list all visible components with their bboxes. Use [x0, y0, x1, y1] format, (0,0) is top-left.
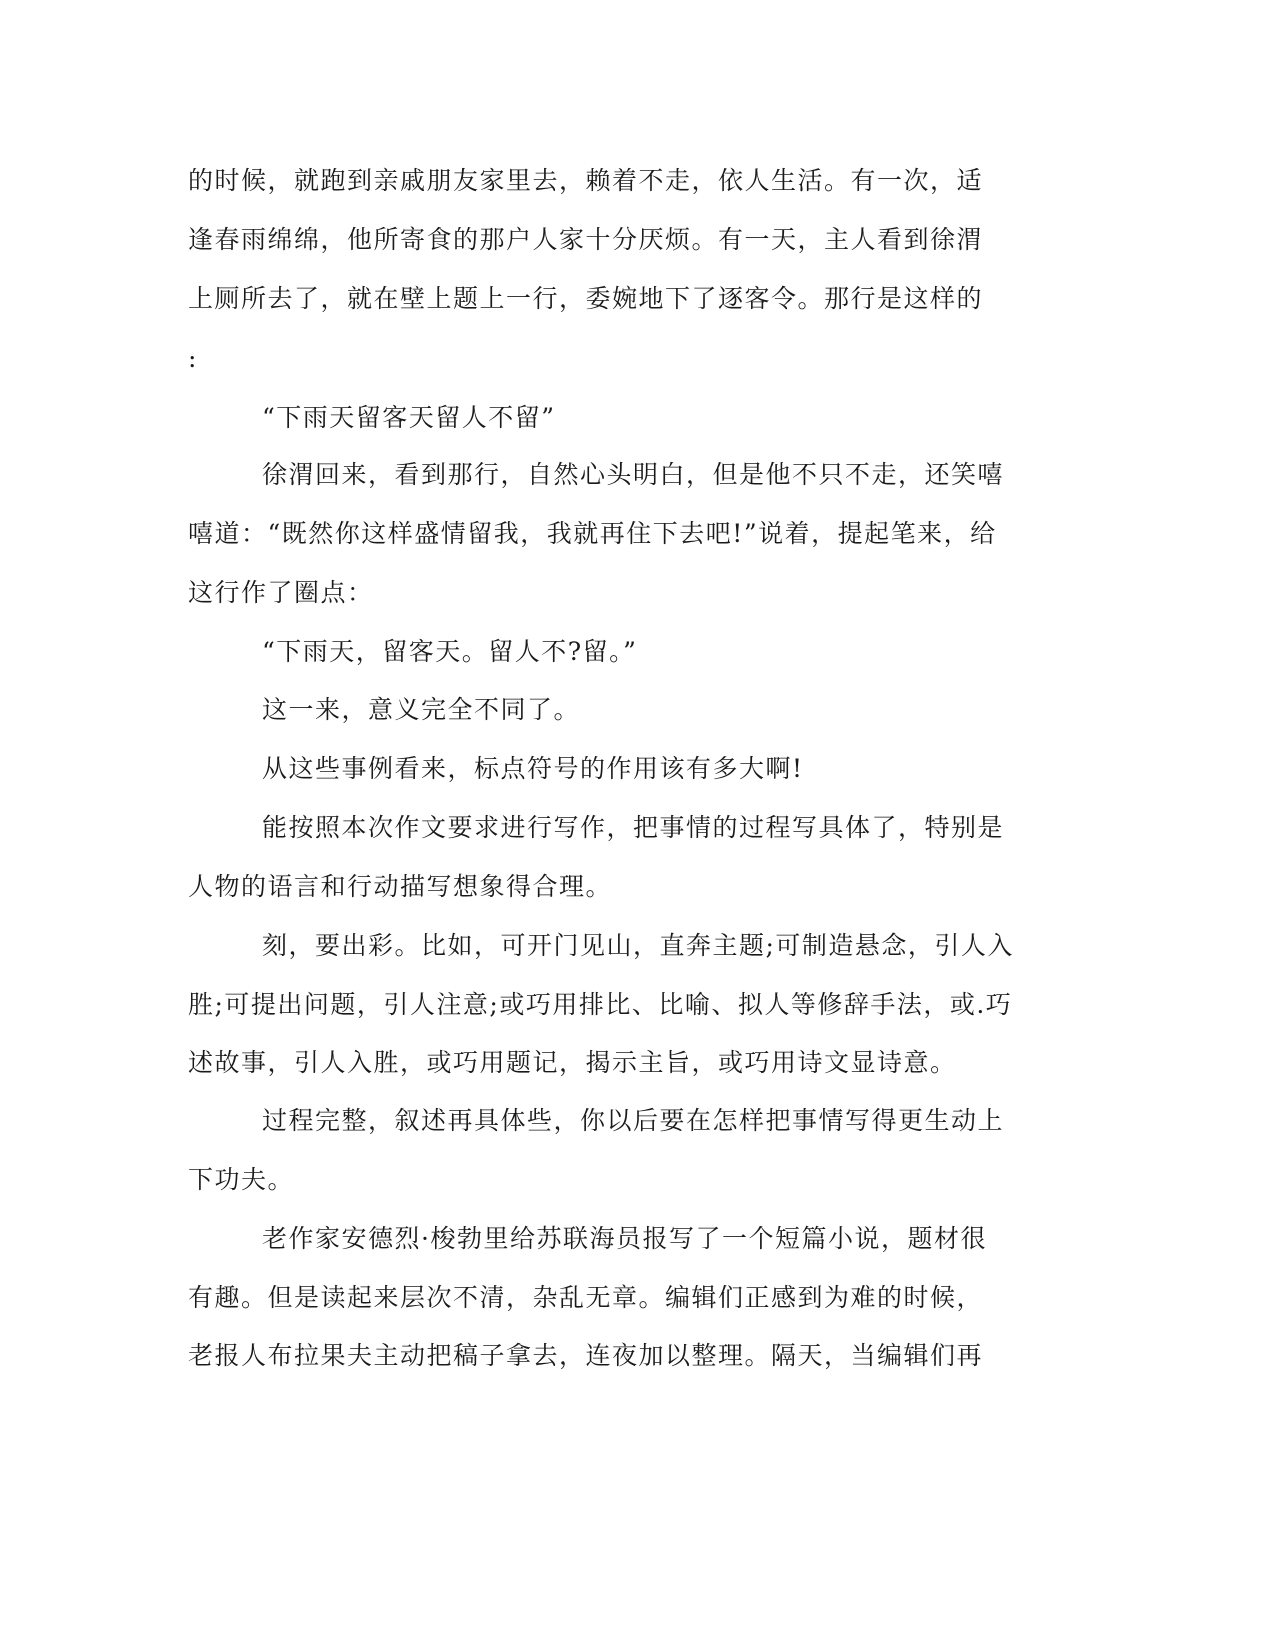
text-line: 从这些事例看来，标点符号的作用该有多大啊! — [262, 754, 804, 783]
text-line: 述故事，引人入胜，或巧用题记，揭示主旨，或巧用诗文显诗意。 — [188, 1048, 957, 1077]
text-line: 老作家安德烈·梭勃里给苏联海员报写了一个短篇小说，题材很 — [262, 1224, 987, 1253]
text-line: 上厕所去了，就在壁上题上一行，委婉地下了逐客令。那行是这样的 — [188, 284, 984, 313]
text-line: 人物的语言和行动描写想象得合理。 — [188, 872, 613, 901]
text-line: 能按照本次作文要求进行写作，把事情的过程写具体了，特别是 — [262, 813, 1005, 842]
text-line: “下雨天，留客天。留人不?留。” — [262, 637, 638, 666]
text-line: 的时候，就跑到亲戚朋友家里去，赖着不走，依人生活。有一次，适 — [188, 166, 984, 195]
text-line: 逢春雨绵绵，他所寄食的那户人家十分厌烦。有一天，主人看到徐渭 — [188, 225, 984, 254]
text-line: 刻，要出彩。比如，可开门见山，直奔主题;可制造悬念，引人入 — [262, 931, 1014, 960]
text-line: 下功夫。 — [188, 1165, 295, 1194]
text-line: : — [188, 344, 198, 373]
text-line: 徐渭回来，看到那行，自然心头明白，但是他不只不走，还笑嘻 — [262, 460, 1005, 489]
text-line: 胜;可提出问题，引人注意;或巧用排比、比喻、拟人等修辞手法，或.巧 — [188, 990, 1013, 1019]
text-line: 这一来，意义完全不同了。 — [262, 695, 581, 724]
text-line: “下雨天留客天留人不留” — [262, 403, 556, 432]
text-line: 有趣。但是读起来层次不清，杂乱无章。编辑们正感到为难的时候， — [188, 1283, 984, 1312]
text-line: 这行作了圈点： — [188, 578, 374, 607]
text-line: 过程完整，叙述再具体些，你以后要在怎样把事情写得更生动上 — [262, 1106, 1005, 1135]
text-line: 老报人布拉果夫主动把稿子拿去，连夜加以整理。隔天，当编辑们再 — [188, 1341, 984, 1370]
text-line: 嘻道：“既然你这样盛情留我，我就再住下去吧!”说着，提起笔来，给 — [188, 519, 997, 548]
